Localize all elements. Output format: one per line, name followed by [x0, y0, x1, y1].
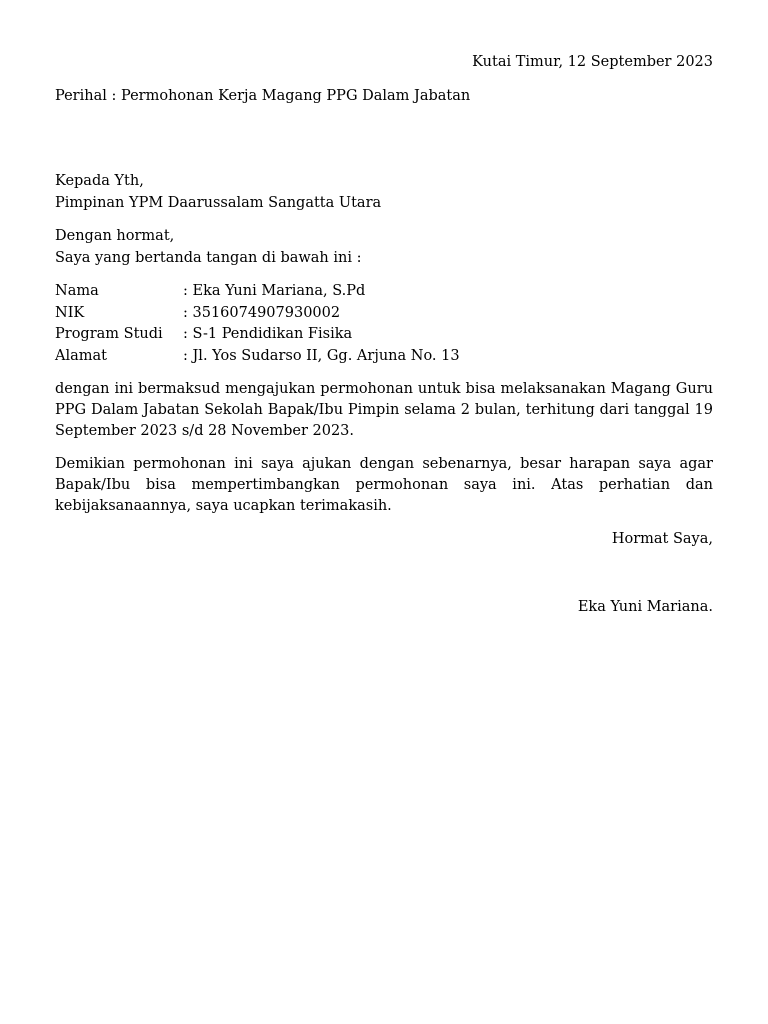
- field-row-name: [55, 281, 713, 303]
- field-label: NIK: [55, 304, 85, 321]
- field-row-address: [55, 346, 713, 368]
- body-paragraph-1: dengan ini bermaksud mengajukan permohonan untuk bisa melaksanakan Magang Guru PPG Dalam Jabatan Sekolah Bapak/Ibu Pimpin selama 2 bulan, terhitung dari tanggal 19 September 2023 s/d 28 November 2023.: [55, 381, 713, 439]
- field-label: Nama: [55, 283, 99, 299]
- letter-page: [55, 52, 713, 618]
- signer-name: Eka Yuni Mariana.: [577, 598, 713, 615]
- field-value: : Eka Yuni Mariana, S.Pd: [183, 283, 366, 299]
- field-value: : S-1 Pendidikan Fisika: [183, 326, 353, 342]
- intro-line: Saya yang bertanda tangan di bawah ini :: [55, 249, 362, 266]
- recipient-name: Pimpinan YPM Daarussalam Sangatta Utara: [55, 194, 382, 211]
- body-paragraph-2: Demikian permohonan ini saya ajukan dengan sebenarnya, besar harapan saya agar Bapak/Ibu bisa mempertimbangkan permohonan saya ini. Atas perhatian dan kebijaksanaannya, saya ucapkan terimakasih.: [55, 456, 713, 514]
- identity-fields: [55, 281, 713, 367]
- subject-line: Perihal : Permohonan Kerja Magang PPG Dalam Jabatan: [55, 87, 471, 104]
- recipient-block: [55, 171, 713, 214]
- field-label: Program Studi: [55, 326, 163, 342]
- opening-block: [55, 226, 713, 269]
- place-date: Kutai Timur, 12 September 2023: [472, 54, 713, 70]
- field-row-nik: [55, 303, 713, 325]
- greeting: Dengan hormat,: [55, 228, 175, 244]
- recipient-salutation: Kepada Yth,: [55, 173, 144, 189]
- field-value: : Jl. Yos Sudarso II, Gg. Arjuna No. 13: [183, 347, 460, 364]
- closing-regards: Hormat Saya,: [611, 531, 713, 547]
- field-label: Alamat: [55, 347, 107, 364]
- field-value: : 3516074907930002: [183, 304, 341, 321]
- field-row-program: [55, 324, 713, 346]
